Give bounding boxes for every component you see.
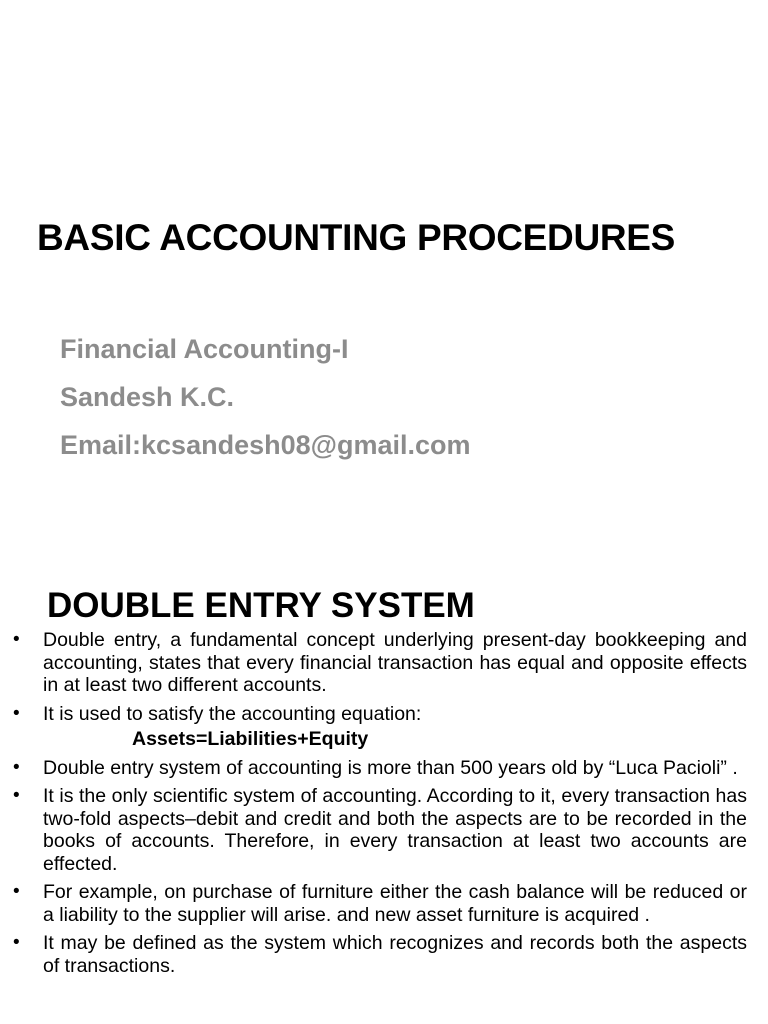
bullet-icon: • xyxy=(13,785,20,806)
bullet-text: It may be defined as the system which recognizes and records both the aspects of transactions. xyxy=(43,932,747,977)
list-item xyxy=(0,881,768,926)
list-item xyxy=(0,703,768,726)
list-item xyxy=(0,932,768,977)
list-item xyxy=(0,757,768,780)
list-item xyxy=(0,785,768,875)
presentation-title: BASIC ACCOUNTING PROCEDURES xyxy=(37,217,676,258)
bullet-text: For example, on purchase of furniture either the cash balance will be reduced or a liability to the supplier will arise. and new asset furniture is acquired . xyxy=(43,881,747,926)
author-email: Email:kcsandesh08@gmail.com xyxy=(60,430,471,460)
bullet-list xyxy=(0,629,768,983)
accounting-equation: Assets=Liabilities+Equity xyxy=(132,728,369,750)
slide-title: DOUBLE ENTRY SYSTEM xyxy=(47,586,475,625)
bullet-text: Double entry, a fundamental concept underlying present-day bookkeeping and accounting, states that every financial transaction has equal and opposite effects in at least two different accounts. xyxy=(43,629,747,696)
bullet-text: Double entry system of accounting is more than 500 years old by “Luca Pacioli” . xyxy=(43,756,738,779)
author-name: Sandesh K.C. xyxy=(60,382,235,412)
bullet-icon: • xyxy=(13,629,20,650)
bullet-icon: • xyxy=(13,702,20,724)
subtitle-block xyxy=(60,325,471,469)
bullet-icon: • xyxy=(13,881,20,902)
slide-double-entry xyxy=(0,576,768,1024)
bullet-icon: • xyxy=(13,756,20,778)
bullet-text: It is the only scientific system of accounting. According to it, every transaction has two-fold aspects–debit and credit and both the aspects are to be recorded in the books of accounts. Therefore, in every transaction at least two accounts are effected. xyxy=(43,785,747,875)
list-item xyxy=(0,629,768,697)
course-name: Financial Accounting-I xyxy=(60,334,349,364)
bullet-icon: • xyxy=(13,932,20,953)
bullet-text: It is used to satisfy the accounting equation: xyxy=(43,702,422,725)
